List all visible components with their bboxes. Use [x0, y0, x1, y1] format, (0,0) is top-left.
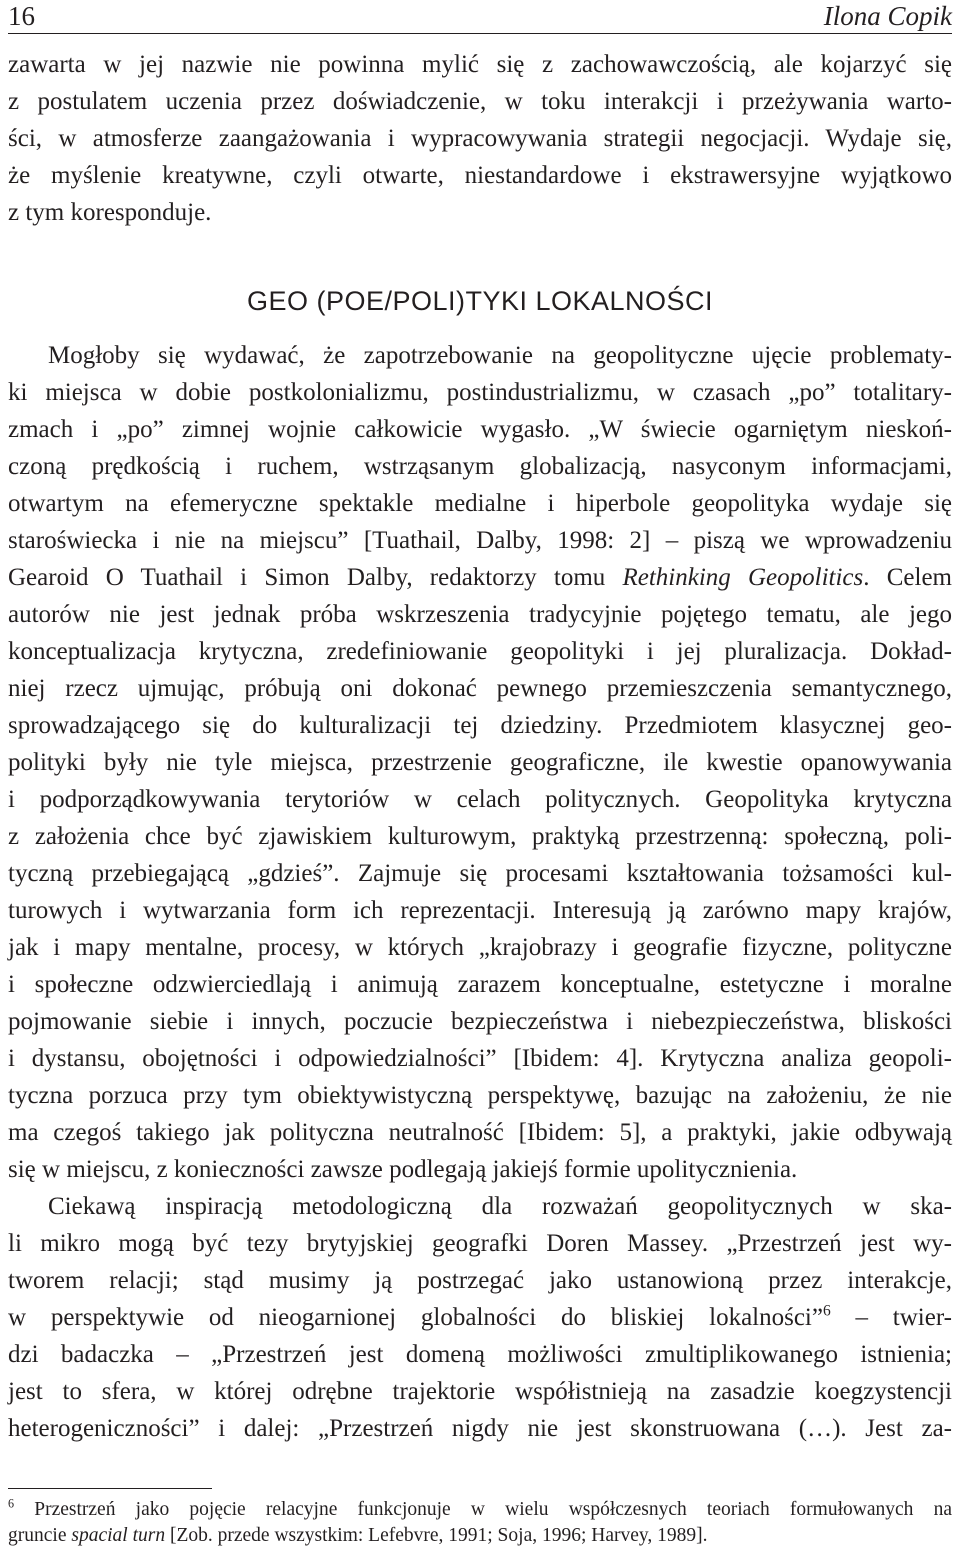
text-line: i społeczne odzwierciedlają i animują zarazem konceptualne, estetyczne i moralne: [8, 971, 952, 998]
running-head-author: Ilona Copik: [823, 1, 952, 31]
running-header: [8, 0, 952, 32]
text-line: że myślenie kreatywne, czyli otwarte, niestandardowe i ekstrawersyjne wyjątkowo: [8, 162, 952, 189]
page-number: 16: [8, 1, 35, 31]
text-line: i dystansu, obojętności i odpowiedzialności” [Ibidem: 4]. Krytyczna analiza geopoli-: [8, 1045, 952, 1072]
text-line: staroświecka i nie na miejscu” [Tuathail, Dalby, 1998: 2] – piszą we wprowadzeniu: [8, 527, 952, 554]
text-line: konceptualizacja krytyczna, zredefiniowanie geopolityki i jej pluralizacja. Dokład-: [8, 638, 952, 665]
text-line: polityki były nie tyle miejsca, przestrzenie geograficzne, ile kwestie opanowywania: [8, 749, 952, 776]
text-line: tyczną przebiegającą „gdzieś”. Zajmuje się procesami kształtowania tożsamości kul-: [8, 860, 952, 887]
text-line: tworem relacji; stąd musimy ją postrzegać jako ustanowioną przez interakcje,: [8, 1267, 952, 1294]
text-line: zawarta w jej nazwie nie powinna mylić się z zachowawczością, ale kojarzyć się: [8, 51, 952, 78]
text-line: autorów nie jest jednak próba wskrzeszenia tradycyjnie pojętego tematu, ale jego: [8, 601, 952, 628]
text-line: z założenia chce być zjawiskiem kulturowym, praktyką przestrzenną: społeczną, poli-: [8, 823, 952, 850]
text-line: tyczna porzuca przy tym obiektywistyczną perspektywę, bazując na założeniu, że nie: [8, 1082, 952, 1109]
text-line: czoną prędkością i ruchem, wstrząsanym globalizacją, nasyconym informacjami,: [8, 453, 952, 480]
text-line: jest to sfera, w której odrębne trajektorie współistnieją na zasadzie koegzystencji: [8, 1378, 952, 1405]
text-line: ki miejsca w dobie postkolonializmu, postindustrializmu, w czasach „po” totalitary-: [8, 379, 952, 406]
footnote-rule: [8, 1488, 212, 1489]
footnote-text: Przestrzeń jako pojęcie relacyjne funkcjonuje w wielu współczesnych teoriach formułowanych na: [14, 1499, 952, 1520]
text-line: Ciekawą inspiracją metodologiczną dla rozważań geopolitycznych w ska-: [48, 1193, 952, 1220]
text-run: . Celem: [863, 564, 952, 591]
text-line: turowych i wytwarzania form ich reprezentacji. Interesują ją zarówno mapy krajów,: [8, 897, 952, 924]
text-line: z tym koresponduje.: [8, 199, 212, 226]
text-line: heterogeniczności” i dalej: „Przestrzeń nigdy nie jest skonstruowana (…). Jest za-: [8, 1415, 952, 1442]
text-run: – twier-: [830, 1304, 952, 1331]
text-line: otwartym na efemeryczne spektakle medialne i hiperbole geopolityka wydaje się: [8, 490, 952, 517]
text-line: jak i mapy mentalne, procesy, w których „krajobrazy i geografie fizyczne, polityczne: [8, 934, 952, 961]
footnote-number: 6: [8, 1496, 15, 1511]
footnote-term: spacial turn: [71, 1525, 166, 1546]
text-line: ści, w atmosferze zaangażowania i wypracowywania strategii negocjacji. Wydaje się,: [8, 125, 952, 152]
section-heading: GEO (POE/POLI)TYKI LOKALNOŚCI: [246, 286, 714, 316]
footnote-line: [8, 1497, 952, 1522]
text-line: sprowadzającego się do kulturalizacji tej dziedziny. Przedmiotem klasycznej geo-: [8, 712, 952, 739]
footnote-text: gruncie: [8, 1525, 72, 1546]
text-run: w perspektywie od nieogarnionej globalności do bliskiej lokalności”: [8, 1304, 823, 1331]
book-title: Rethinking Geopolitics: [622, 564, 864, 591]
text-line: i podporządkowywania terytoriów w celach politycznych. Geopolityka krytyczna: [8, 786, 952, 813]
text-line: się w miejscu, z konieczności zawsze podlegają jakiejś formie upolitycznienia.: [8, 1156, 798, 1183]
text-line: z postulatem uczenia przez doświadczenie, w toku interakcji i przeżywania warto-: [8, 88, 952, 115]
text-line: zmach i „po” zimnej wojnie całkowicie wygasło. „W świecie ogarniętym nieskoń-: [8, 416, 952, 443]
footnote-line: [8, 1523, 952, 1548]
text-line: pojmowanie siebie i innych, poczucie bezpieczeństwa i niebezpieczeństwa, bliskości: [8, 1008, 952, 1035]
text-line: niej rzecz ujmując, próbują oni dokonać pewnego przemieszczenia semantycznego,: [8, 675, 952, 702]
text-run: Gearoid O Tuathail i Simon Dalby, redaktorzy tomu: [8, 564, 623, 591]
footnote-ref: 6: [822, 1302, 831, 1320]
header-rule: [8, 33, 952, 34]
text-line: Mogłoby się wydawać, że zapotrzebowanie na geopolityczne ujęcie problematy-: [48, 342, 952, 369]
text-line: [8, 1302, 952, 1334]
text-line: [8, 562, 952, 594]
footnote-text: [Zob. przede wszystkim: Lefebvre, 1991; Soja, 1996; Harvey, 1989].: [165, 1525, 708, 1546]
text-line: ma czegoś takiego jak polityczna neutralność [Ibidem: 5], a praktyki, jakie odbywają: [8, 1119, 952, 1146]
text-line: li mikro mogą być tezy brytyjskiej geografki Doren Massey. „Przestrzeń jest wy-: [8, 1230, 952, 1257]
text-line: dzi badaczka – „Przestrzeń jest domeną możliwości zmultiplikowanego istnienia;: [8, 1341, 952, 1368]
